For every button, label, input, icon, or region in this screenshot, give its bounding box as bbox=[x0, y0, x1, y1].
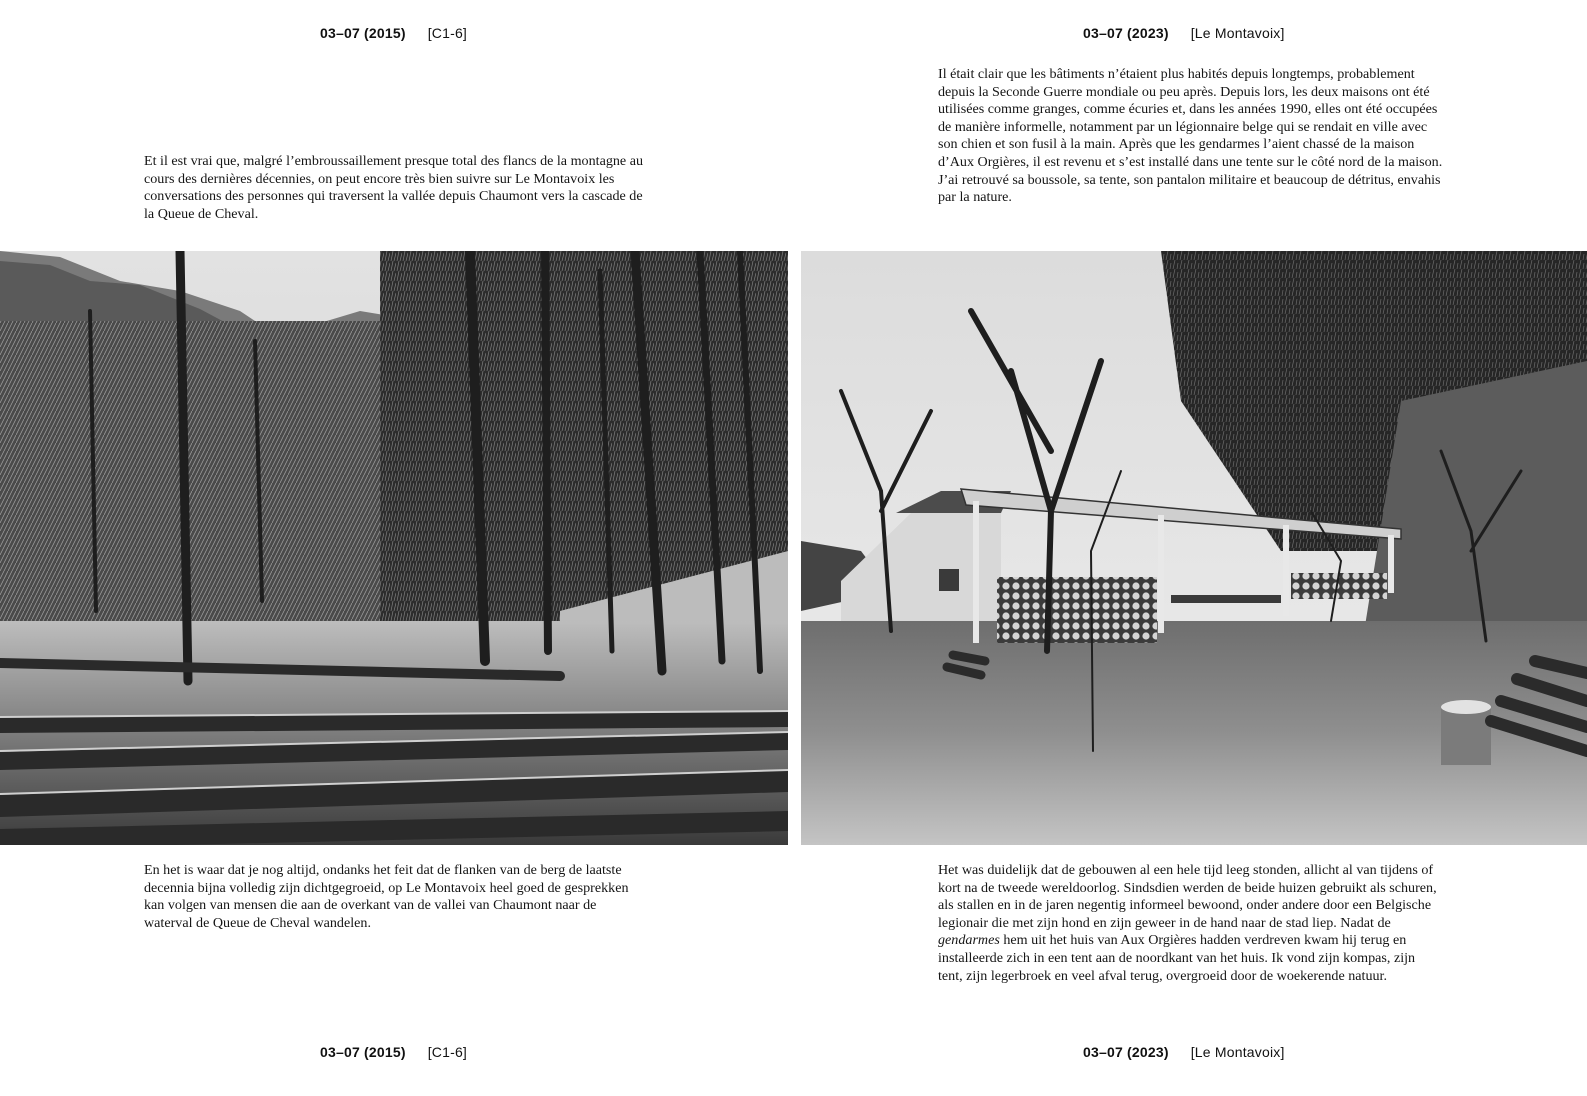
page-tag: [C1-6] bbox=[427, 25, 468, 41]
left-page bbox=[0, 0, 788, 1096]
page-tag: [Le Montavoix] bbox=[1190, 25, 1285, 41]
emphasis-gendarmes: gendarmes bbox=[938, 932, 1000, 949]
right-running-footer bbox=[1083, 1044, 1285, 1060]
right-page bbox=[801, 0, 1587, 1096]
left-running-header bbox=[320, 25, 467, 41]
woodshed-farmhouse-photo bbox=[801, 251, 1587, 845]
page-tag: [C1-6] bbox=[427, 1044, 468, 1060]
french-paragraph: Il était clair que les bâtiments n’étaient plus habités depuis longtemps, probablement depuis la Seconde Guerre mondiale ou peu après. Depuis lors, les deux maisons ont été utilisées comme granges, comme écuries et, dans les années 1990, elles ont été occupées de manière informelle, notamment par un légionnaire belge qui se rendait en ville avec son chien et son fusil à la main. Après que les gendarmes l’aient chassé de la maison d’Aux Orgières, il est revenu et s’est installé dans une tente sur le côté nord de la maison. J’ai retrouvé sa boussole, sa tente, son pantalon militaire et beaucoup de détritus, envahis par la nature. bbox=[938, 66, 1443, 206]
forest-clearing-photo bbox=[0, 251, 788, 845]
french-paragraph: Et il est vrai que, malgré l’embroussaillement presque total des flancs de la montagne au cours des dernières décennies, on peut encore très bien suivre sur Le Montavoix les conversations des personnes qui traversent la vallée depuis Chaumont vers la cascade de la Queue de Cheval. bbox=[144, 153, 643, 222]
page-code: 03–07 (2015) bbox=[320, 25, 406, 41]
right-running-header bbox=[1083, 25, 1285, 41]
page-tag: [Le Montavoix] bbox=[1190, 1044, 1285, 1060]
dutch-text-part: Het was duidelijk dat de gebouwen al een hele tijd leeg stonden, allicht al van tijdens of kort na de tweede wereldoorlog. Sindsdien werden de beide huizen gebruikt als schuren, als stallen en in de jaren negentig informeel bewoond, onder andere door een Belgische legionair die met zijn hond en zijn geweer in de hand naar de stad liep. Nadat de bbox=[938, 862, 1437, 931]
left-running-footer bbox=[320, 1044, 467, 1060]
dutch-paragraph bbox=[938, 862, 1438, 985]
dutch-text-part: hem uit het huis van Aux Orgières hadden verdreven kwam hij terug en installeerde zich in een tent aan de noordkant van het huis. Ik vond zijn kompas, zijn tent, zijn legerbroek en veel afval terug, overgroeid door de woekerende natuur. bbox=[938, 932, 1416, 984]
page-code: 03–07 (2015) bbox=[320, 1044, 406, 1060]
dutch-paragraph: En het is waar dat je nog altijd, ondanks het feit dat de flanken van de berg de laatste decennia bijna volledig zijn dichtgegroeid, op Le Montavoix heel goed de gesprekken kan volgen van mensen die aan de overkant van de vallei van Chaumont naar de waterval de Queue de Cheval wandelen. bbox=[144, 862, 629, 931]
page-code: 03–07 (2023) bbox=[1083, 1044, 1169, 1060]
page-code: 03–07 (2023) bbox=[1083, 25, 1169, 41]
